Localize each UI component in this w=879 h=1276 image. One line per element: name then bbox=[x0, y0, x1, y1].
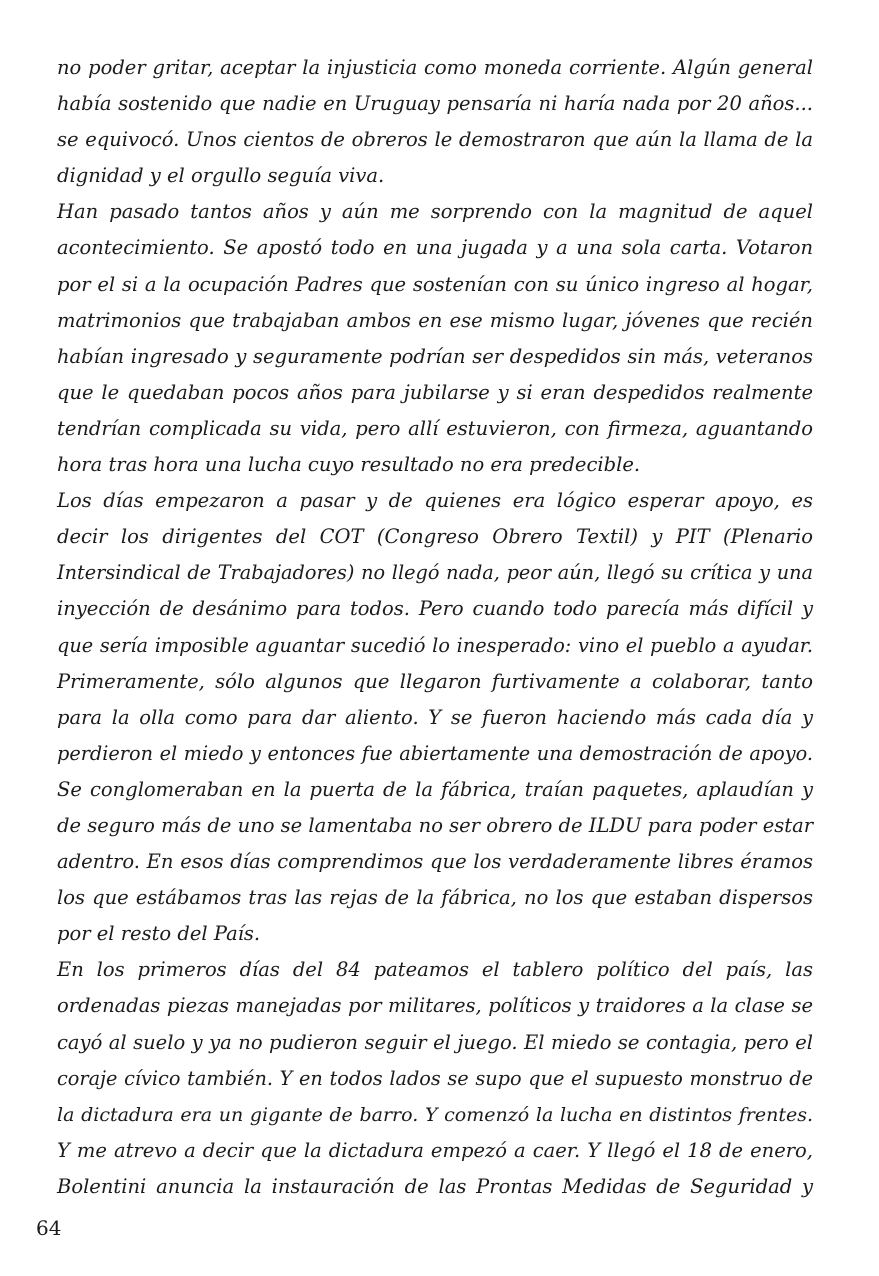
text-line: cayó al suelo y ya no pudieron seguir el juego. El miedo se contagia, pero el bbox=[57, 1030, 813, 1054]
text-line: Bolentini anuncia la instauración de las Prontas Medidas de Seguridad y bbox=[57, 1174, 813, 1198]
text-line: matrimonios que trabajaban ambos en ese mismo lugar, jóvenes que recién bbox=[57, 308, 813, 332]
text-line: había sostenido que nadie en Uruguay pensaría ni haría nada por 20 años... bbox=[57, 92, 813, 116]
text-line: Los días empezaron a pasar y de quienes era lógico esperar apoyo, es bbox=[57, 489, 813, 513]
text-line: decir los dirigentes del COT (Congreso Obrero Textil) y PIT (Plenario bbox=[57, 525, 813, 549]
text-line: En los primeros días del 84 pateamos el tablero político del país, las bbox=[57, 958, 813, 982]
text-line: inyección de desánimo para todos. Pero cuando todo parecía más difícil y bbox=[57, 597, 813, 621]
text-line: la dictadura era un gigante de barro. Y comenzó la lucha en distintos frentes. bbox=[57, 1103, 813, 1126]
text-line: coraje cívico también. Y en todos lados se supo que el supuesto monstruo de bbox=[57, 1066, 813, 1090]
text-line: para la olla como para dar aliento. Y se fueron haciendo más cada día y bbox=[57, 705, 813, 729]
text-line: por el si a la ocupación Padres que sostenían con su único ingreso al hogar, bbox=[57, 272, 813, 296]
page-number: 64 bbox=[36, 1216, 62, 1240]
text-line: que le quedaban pocos años para jubilarse y si eran despedidos realmente bbox=[57, 380, 813, 404]
text-line: ordenadas piezas manejadas por militares, políticos y traidores a la clase se bbox=[57, 994, 813, 1018]
text-line: adentro. En esos días comprendimos que los verdaderamente libres éramos bbox=[57, 850, 813, 874]
text-line: tendrían complicada su vida, pero allí estuvieron, con firmeza, aguantando bbox=[57, 416, 813, 440]
page-body bbox=[57, 50, 813, 1205]
text-line: se equivocó. Unos cientos de obreros le demostraron que aún la llama de la bbox=[57, 128, 813, 152]
text-line: Y me atrevo a decir que la dictadura empezó a caer. Y llegó el 18 de enero, bbox=[57, 1138, 813, 1162]
text-line: Intersindical de Trabajadores) no llegó nada, peor aún, llegó su crítica y una bbox=[57, 561, 813, 585]
text-line: Se conglomeraban en la puerta de la fábrica, traían paquetes, aplaudían y bbox=[57, 777, 813, 801]
text-line: los que estábamos tras las rejas de la fábrica, no los que estaban dispersos bbox=[57, 886, 813, 910]
text-line: Primeramente, sólo algunos que llegaron furtivamente a colaborar, tanto bbox=[57, 669, 813, 693]
text-line: Han pasado tantos años y aún me sorprendo con la magnitud de aquel bbox=[57, 200, 813, 224]
text-line: acontecimiento. Se apostó todo en una jugada y a una sola carta. Votaron bbox=[57, 236, 813, 260]
text-line: que sería imposible aguantar sucedió lo inesperado: vino el pueblo a ayudar. bbox=[57, 633, 813, 657]
text-line: no poder gritar, aceptar la injusticia como moneda corriente. Algún general bbox=[57, 56, 813, 79]
text-line: por el resto del País. bbox=[57, 922, 261, 946]
text-line: dignidad y el orgullo seguía viva. bbox=[57, 164, 385, 188]
text-line: habían ingresado y seguramente podrían ser despedidos sin más, veteranos bbox=[57, 344, 813, 368]
text-line: de seguro más de uno se lamentaba no ser obrero de ILDU para poder estar bbox=[57, 813, 814, 837]
text-line: perdieron el miedo y entonces fue abiertamente una demostración de apoyo. bbox=[57, 741, 813, 765]
text-line: hora tras hora una lucha cuyo resultado no era predecible. bbox=[57, 453, 641, 477]
